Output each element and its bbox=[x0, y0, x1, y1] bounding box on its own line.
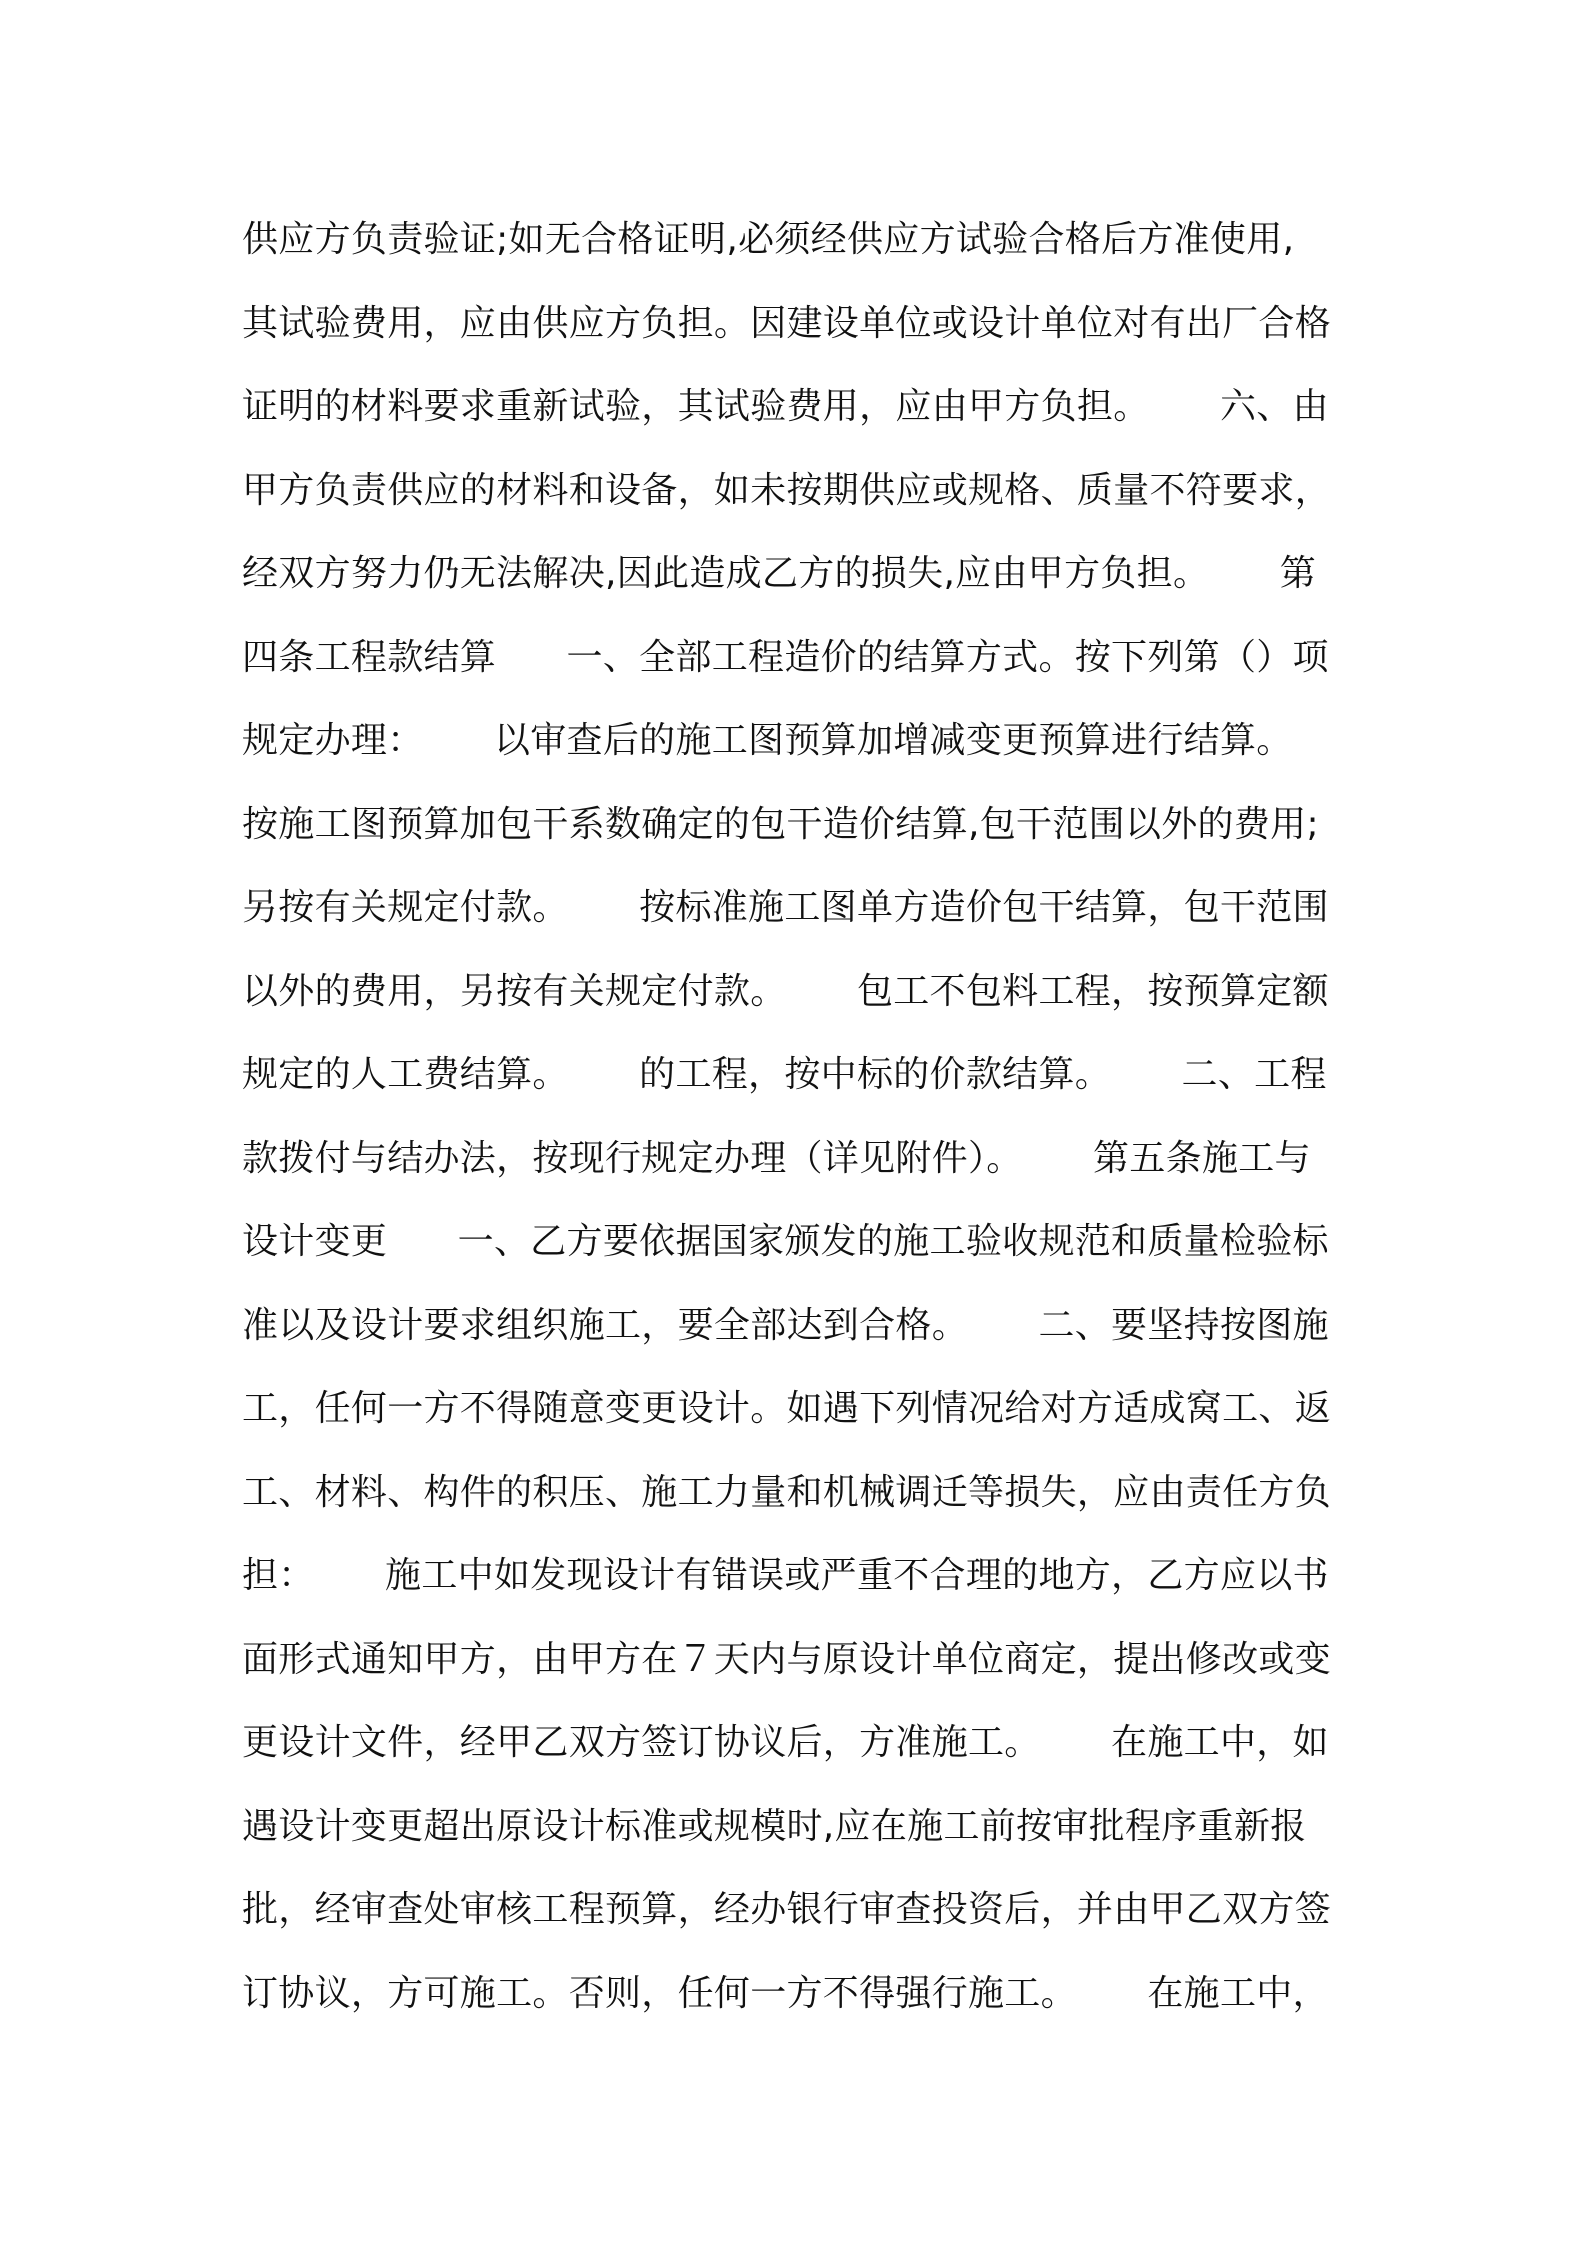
text-line: 按施工图预算加包干系数确定的包干造价结算,包干范围以外的费用; bbox=[242, 803, 1319, 845]
text-line: 规定办理： 以审查后的施工图预算加增减变更预算进行结算。 bbox=[242, 720, 1293, 761]
text-line: 担： 施工中如发现设计有错误或严重不合理的地方，乙方应以书 bbox=[242, 1555, 1329, 1596]
text-line: 其试验费用，应由供应方负担。因建设单位或设计单位对有出厂合格 bbox=[242, 302, 1332, 344]
text-line: 证明的材料要求重新试验，其试验费用，应由甲方负担。 六、由 bbox=[242, 386, 1329, 427]
text-line: 规定的人工费结算。 的工程，按中标的价款结算。 二、工程 bbox=[242, 1054, 1327, 1095]
text-line: 经双方努力仍无法解决,因此造成乙方的损失,应由甲方负担。 第 bbox=[242, 553, 1317, 594]
text-line: 供应方负责验证;如无合格证明,必须经供应方试验合格后方准使用, bbox=[242, 219, 1295, 260]
text-line: 订协议，方可施工。否则，任何一方不得强行施工。 在施工中， bbox=[242, 1972, 1329, 2014]
text-line: 另按有关规定付款。 按标准施工图单方造价包干结算，包干范围 bbox=[242, 887, 1329, 928]
text-line: 四条工程款结算 一、全部工程造价的结算方式。按下列第（）项 bbox=[242, 636, 1329, 678]
text-line: 工、材料、构件的积压、施工力量和机械调迁等损失，应由责任方负 bbox=[242, 1471, 1332, 1513]
body-text bbox=[242, 198, 1362, 2035]
text-line: 准以及设计要求组织施工，要全部达到合格。 二、要坚持按图施 bbox=[242, 1304, 1329, 1346]
text-line: 面形式通知甲方，由甲方在７天内与原设计单位商定，提出修改或变 bbox=[242, 1638, 1332, 1680]
text-line: 以外的费用，另按有关规定付款。 包工不包料工程，按预算定额 bbox=[242, 970, 1329, 1012]
text-line: 工，任何一方不得随意变更设计。如遇下列情况给对方适成窝工、返 bbox=[242, 1388, 1332, 1429]
text-line: 甲方负责供应的材料和设备，如未按期供应或规格、质量不符要求， bbox=[242, 469, 1332, 511]
text-line: 批，经审查处审核工程预算，经办银行审查投资后，并由甲乙双方签 bbox=[242, 1889, 1332, 1930]
text-line: 设计变更 一、乙方要依据国家颁发的施工验收规范和质量检验标 bbox=[242, 1221, 1329, 1262]
text-line: 更设计文件，经甲乙双方签订协议后，方准施工。 在施工中，如 bbox=[242, 1722, 1329, 1763]
text-line: 款拨付与结办法，按现行规定办理（详见附件）。 第五条施工与 bbox=[242, 1137, 1311, 1179]
text-line: 遇设计变更超出原设计标准或规模时,应在施工前按审批程序重新报 bbox=[242, 1805, 1307, 1847]
